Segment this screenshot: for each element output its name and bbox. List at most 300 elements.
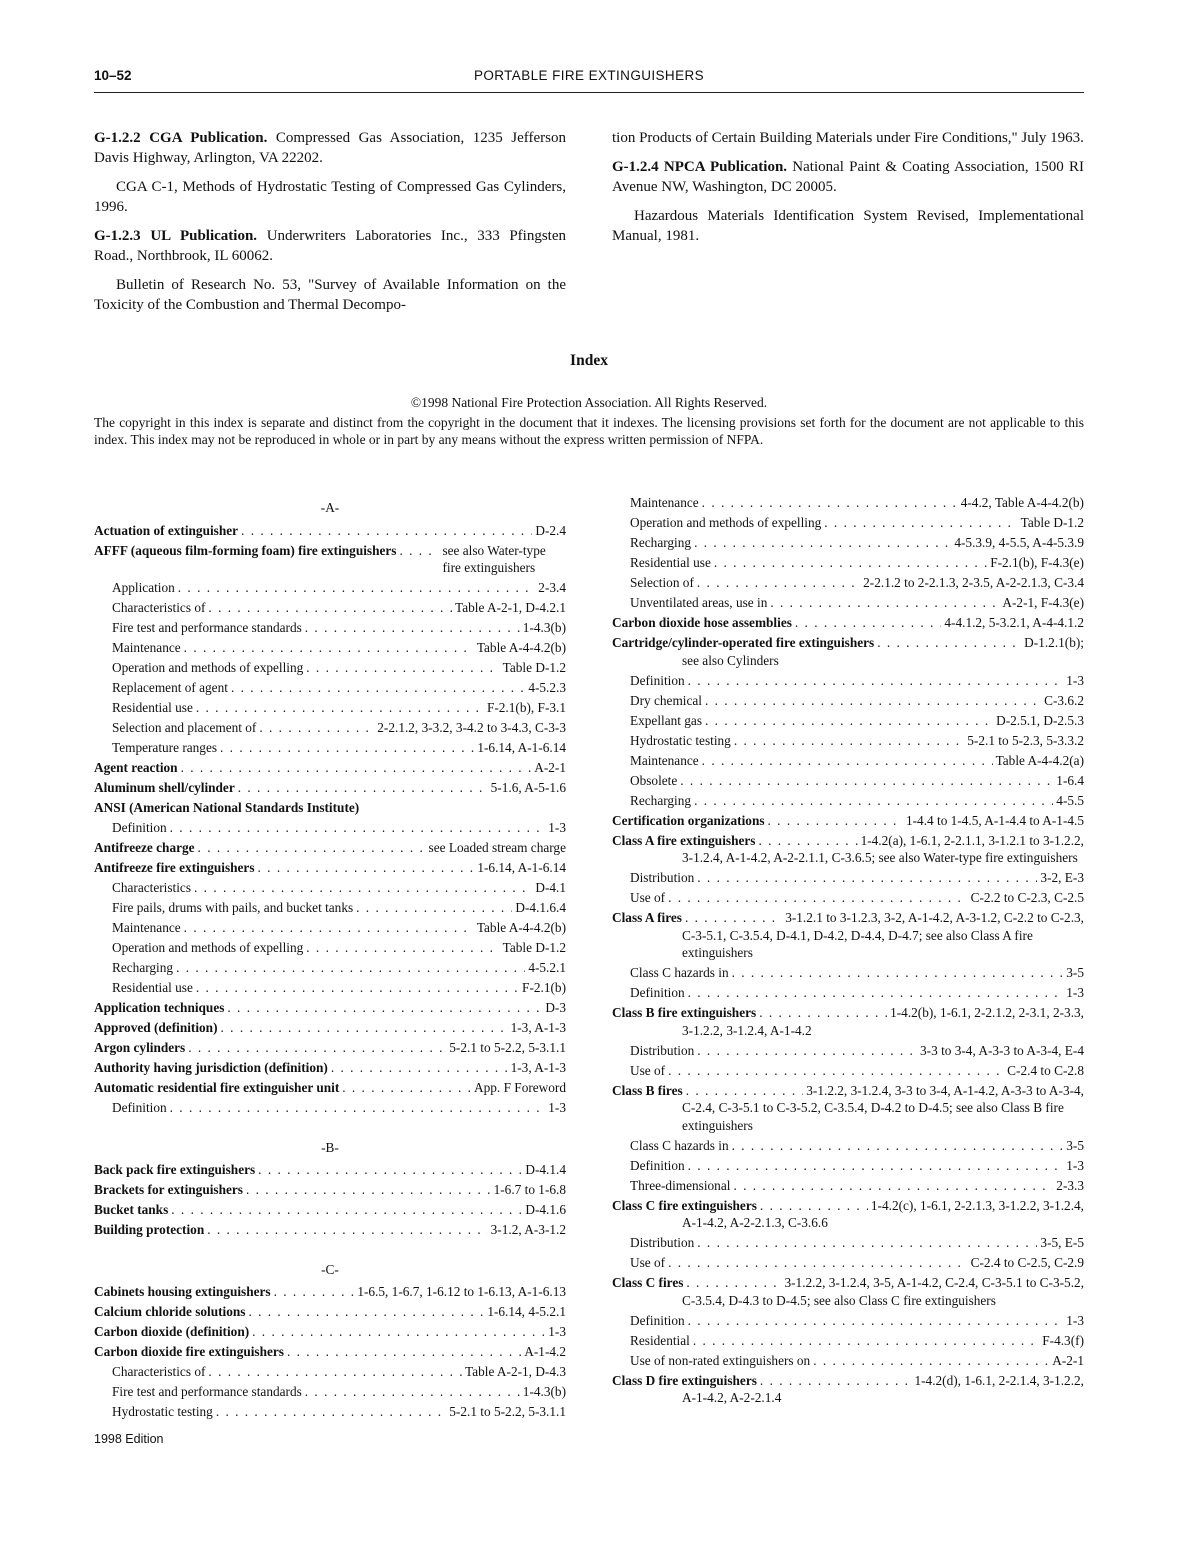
index-reference: 5-2.1 to 5-2.3, 5-3.3.2 (967, 732, 1084, 748)
index-entry (94, 1039, 566, 1057)
index-entry (94, 1161, 566, 1179)
dot-leader (680, 772, 1053, 790)
index-term: Fire pails, drums with pails, and bucket tanks (112, 900, 354, 915)
ref-g-1-2-2-item: CGA C-1, Methods of Hydrostatic Testing of Compressed Gas Cylinders, 1996. (94, 179, 566, 215)
dot-leader (697, 1234, 1037, 1252)
index-term: Cabinets housing extinguishers (94, 1284, 271, 1299)
index-term: Maintenance (112, 640, 181, 655)
index-term: Antifreeze charge (94, 840, 195, 855)
dot-leader (705, 712, 993, 730)
index-reference: 3-1.2.1 to 3-1.2.3, 3-2, A-1-4.2, A-3-1.2, C-2.2 to C-2.3, (785, 910, 1084, 925)
dot-leader (697, 1042, 917, 1060)
index-term: Hydrostatic testing (630, 732, 731, 748)
index-reference: 1-6.4 (1056, 772, 1084, 788)
index-reference: C-2.4 to C-2.8 (1007, 1062, 1084, 1078)
index-reference: 3-5, E-5 (1040, 1235, 1084, 1250)
index-term: Operation and methods of expelling (630, 515, 822, 530)
ref-g-1-2-4-text: National Paint & Coating Association, 1500 RI Avenue NW, Washington, DC 20005. (612, 159, 1085, 195)
index-reference: D-4.1 (535, 880, 566, 895)
section-heading-a: -A- (320, 500, 340, 515)
dot-leader (258, 1161, 522, 1179)
index-entry (612, 514, 1084, 532)
dot-leader (194, 879, 532, 897)
index-reference: 4-5.2.1 (528, 960, 566, 975)
index-reference: 1-3 (1066, 985, 1084, 1000)
index-term: Recharging (630, 535, 692, 550)
index-term: Maintenance (630, 752, 699, 768)
index-entry (612, 1274, 1084, 1309)
index-reference: Table D-1.2 (502, 940, 566, 955)
dot-leader (231, 679, 525, 697)
ref-g-1-2-3-number: G-1.2.3 (94, 228, 141, 244)
dot-leader (714, 554, 987, 572)
index-term: Expellant gas (630, 712, 703, 728)
index-entry (612, 1197, 1084, 1232)
index-reference: 1-4.2(b), 1-6.1, 2-2.1.2, 2-3.1, 2-3.3, (890, 1005, 1084, 1020)
index-term: Class B fire extinguishers (612, 1005, 757, 1020)
index-entry (94, 1323, 566, 1341)
index-reference: 1-3, A-1-3 (510, 1020, 566, 1035)
dot-leader (184, 919, 474, 937)
index-term: Carbon dioxide fire extinguishers (94, 1344, 284, 1359)
ref-g-1-2-2-number: G-1.2.2 (94, 130, 141, 146)
index-entry (94, 859, 566, 877)
index-entry (94, 659, 566, 677)
index-reference: 1-4.3(b) (522, 620, 566, 635)
dot-leader (178, 579, 536, 597)
index-term: Definition (630, 985, 685, 1000)
index-term: Class C fire extinguishers (612, 1197, 757, 1213)
index-term: Characteristics of (112, 600, 206, 615)
ref-g-1-2-2 (94, 128, 566, 168)
index-reference-continued: C-3.5.4, D-4.3 to D-4.5; see also Class C fire extinguishers (682, 1292, 996, 1308)
index-term: Class A fires (612, 910, 682, 925)
index-term: Use of (630, 890, 666, 905)
index-term: Dry chemical (630, 692, 702, 708)
index-reference: Table A-2-1, D-4.2.1 (455, 600, 566, 615)
index-entry (612, 672, 1084, 690)
index-reference: 5-1.6, A-5-1.6 (490, 780, 566, 795)
dot-leader (227, 999, 542, 1017)
dot-leader (188, 1039, 446, 1057)
dot-leader (759, 1004, 887, 1022)
dot-leader (208, 1363, 462, 1381)
index-term: Distribution (630, 1235, 695, 1250)
dot-leader (668, 889, 968, 907)
index-reference: C-2.2 to C-2.3, C-2.5 (970, 890, 1084, 905)
index-entry (612, 752, 1084, 770)
index-reference: 1-6.5, 1-6.7, 1-6.12 to 1-6.13, A-1-6.13 (357, 1284, 566, 1299)
dot-leader (702, 752, 993, 770)
index-entry (612, 964, 1084, 982)
running-title: PORTABLE FIRE EXTINGUISHERS (473, 68, 705, 83)
index-reference: A-2-1, F-4.3(e) (1002, 595, 1084, 610)
index-entry (94, 739, 566, 757)
dot-leader (356, 899, 512, 917)
dot-leader (241, 522, 532, 540)
dot-leader (305, 619, 520, 637)
index-term: Authority having jurisdiction (definition) (94, 1060, 328, 1075)
index-term: Class C hazards in (630, 965, 729, 980)
index-reference: D-1.2.1(b); (1024, 635, 1084, 650)
index-entry (612, 1177, 1084, 1195)
index-entry (612, 1082, 1084, 1135)
index-entry (612, 614, 1084, 632)
dot-leader (176, 959, 525, 977)
index-entry (612, 534, 1084, 552)
index-entry (612, 1332, 1084, 1350)
index-reference: D-2.4 (535, 522, 566, 538)
dot-leader (287, 1343, 521, 1361)
references-right-column (612, 128, 1084, 255)
index-reference: A-2-1 (534, 760, 566, 775)
index-term: Antifreeze fire extinguishers (94, 860, 255, 875)
index-term: Building protection (94, 1222, 205, 1237)
index-term: Argon cylinders (94, 1040, 186, 1055)
index-reference: D-3 (545, 1000, 566, 1015)
index-entries-c (94, 1283, 566, 1421)
index-entry (94, 1059, 566, 1077)
dot-leader (877, 634, 1021, 652)
index-reference: 3-1.2.2, 3-1.2.4, 3-3 to 3-4, A-1-4.2, A-3-3 to A-3-4, (806, 1082, 1084, 1098)
index-reference: 1-3, A-1-3 (510, 1060, 566, 1075)
ref-g-1-2-2-heading: CGA Publication. (149, 130, 268, 146)
index-entries-a (94, 522, 566, 1117)
ref-g-1-2-3-heading: UL Publication. (150, 228, 258, 244)
dot-leader (196, 699, 484, 717)
index-term: Automatic residential fire extinguisher unit (94, 1080, 340, 1095)
index-term: Fire test and performance standards (112, 1384, 302, 1399)
index-reference: 1-3 (548, 1324, 566, 1339)
index-term: Operation and methods of expelling (112, 660, 304, 675)
index-entry (612, 812, 1084, 830)
index-reference: F-2.1(b), F-3.1 (486, 700, 566, 715)
index-term: Definition (630, 1312, 685, 1328)
index-reference: App. F Foreword (474, 1080, 566, 1095)
index-reference: Table A-4-4.2(b) (476, 920, 566, 935)
dot-leader (208, 599, 452, 617)
index-term: Application techniques (94, 1000, 225, 1015)
dot-leader (248, 1303, 484, 1321)
ref-g-1-2-4-heading: NPCA Publication. (663, 159, 788, 175)
dot-leader (688, 672, 1064, 690)
index-term: Certification organizations (612, 812, 765, 828)
index-term: Recharging (112, 960, 174, 975)
index-reference: 4-5.2.3 (528, 680, 566, 695)
index-entry (94, 819, 566, 837)
index-reference: 1-3 (548, 820, 566, 835)
dot-leader (306, 659, 499, 677)
index-reference: 1-4.3(b) (522, 1384, 566, 1399)
index-reference: F-2.1(b), F-4.3(e) (990, 555, 1084, 570)
index-entry (612, 692, 1084, 710)
index-reference: Table A-2-1, D-4.3 (465, 1364, 566, 1379)
index-term: Definition (630, 1157, 685, 1173)
index-term: Back pack fire extinguishers (94, 1162, 256, 1177)
dot-leader (259, 719, 374, 737)
index-term: Use of (630, 1062, 666, 1078)
index-term: Class C fires (612, 1275, 684, 1290)
index-entry (94, 1099, 566, 1117)
index-reference: Table A-4-4.2(b) (476, 640, 566, 655)
index-reference: 4-5.5 (1056, 792, 1084, 808)
dot-leader (238, 779, 488, 797)
index-entry (612, 1234, 1084, 1252)
index-reference: 5-2.1 to 5-2.2, 5-3.1.1 (449, 1040, 566, 1055)
index-reference: see also Water-type fire extinguishers (442, 542, 546, 575)
dot-leader (668, 1254, 968, 1272)
index-reference-continued: C-2.4, C-3-5.1 to C-3-5.2, C-3.5.4, D-4.2 to D-4.5; see also Class B fire extinguishers (682, 1100, 1064, 1133)
index-entry (612, 1042, 1084, 1060)
index-reference: C-3.6.2 (1044, 692, 1084, 708)
ref-g-1-2-2-text: Compressed Gas Association, 1235 Jefferson Davis Highway, Arlington, VA 22202. (94, 130, 567, 166)
index-entry (94, 999, 566, 1017)
index-entry (94, 1283, 566, 1301)
index-term: Class A fire extinguishers (612, 832, 756, 848)
index-term: Class B fires (612, 1082, 683, 1098)
index-right-column (612, 494, 1084, 1409)
ref-g-1-2-4-number: G-1.2.4 (612, 159, 659, 175)
ref-g-1-2-4-item: Hazardous Materials Identification System Revised, Implementational Manual, 1981. (612, 208, 1084, 244)
index-term: Characteristics of (112, 1364, 206, 1379)
ref-g-1-2-4 (612, 157, 1084, 197)
dot-leader (688, 1157, 1064, 1175)
dot-leader (184, 639, 474, 657)
dot-leader (813, 1352, 1049, 1370)
dot-leader (732, 1137, 1064, 1155)
index-reference: A-2-1 (1052, 1352, 1084, 1368)
dot-leader (702, 494, 958, 512)
index-term: Calcium chloride solutions (94, 1304, 246, 1319)
index-entry (94, 959, 566, 977)
index-entry (94, 1181, 566, 1199)
index-reference: 2-3.4 (538, 580, 566, 595)
index-entry (94, 939, 566, 957)
index-entry (94, 1201, 566, 1219)
index-reference-continued: see also Cylinders (682, 652, 779, 668)
index-notice: The copyright in this index is separate and distinct from the copyright in the document that it indexes. The licensing provisions set forth for the document are not applicable to this index. This index may not be reproduced in whole or in part by any means without the express written permission of NFPA. (94, 415, 1084, 447)
dot-leader (258, 859, 475, 877)
dot-leader (697, 574, 860, 592)
dot-leader (198, 839, 426, 857)
dot-leader (306, 939, 499, 957)
dot-leader (760, 1372, 912, 1390)
index-entry (612, 889, 1084, 907)
dot-leader (686, 1082, 804, 1100)
index-reference: 2-2.1.2, 3-3.2, 3-4.2 to 3-4.3, C-3-3 (377, 720, 566, 735)
dot-leader (668, 1062, 1004, 1080)
index-entries-c-continued (612, 494, 1084, 1407)
index-term: Maintenance (112, 920, 181, 935)
dot-leader (693, 1332, 1039, 1350)
index-entry (94, 759, 566, 777)
index-reference: D-4.1.4 (525, 1162, 566, 1177)
index-term: Definition (112, 820, 167, 835)
dot-leader (768, 812, 903, 830)
index-term: ANSI (American National Standards Institute) (94, 800, 360, 815)
index-entry (94, 1383, 566, 1401)
index-entry (612, 494, 1084, 512)
dot-leader (305, 1383, 520, 1401)
dot-leader (770, 594, 999, 612)
index-reference: 1-6.14, 4-5.2.1 (487, 1304, 566, 1319)
index-reference: see Loaded stream charge (428, 840, 566, 855)
index-entry (612, 984, 1084, 1002)
dot-leader (170, 819, 546, 837)
index-reference: Table D-1.2 (502, 660, 566, 675)
index-term: Fire test and performance standards (112, 620, 302, 635)
index-entry (94, 1403, 566, 1421)
dot-leader (824, 514, 1017, 532)
index-reference: 3-1.2.2, 3-1.2.4, 3-5, A-1-4.2, C-2.4, C-3-5.1 to C-3-5.2, (784, 1275, 1084, 1290)
index-term: Residential use (112, 700, 193, 715)
index-entry (94, 799, 566, 817)
index-entry (612, 1004, 1084, 1039)
index-entry (612, 909, 1084, 962)
index-reference: 2-2.1.2 to 2-2.1.3, 2-3.5, A-2-2.1.3, C-3.4 (863, 575, 1084, 590)
index-reference: F-2.1(b) (522, 980, 566, 995)
index-reference: 1-4.4 to 1-4.5, A-1-4.4 to A-1-4.5 (905, 812, 1084, 828)
index-entry (612, 869, 1084, 887)
index-reference: F-4.3(f) (1042, 1332, 1084, 1348)
index-reference: 5-2.1 to 5-2.2, 5-3.1.1 (449, 1404, 566, 1419)
dot-leader (685, 909, 782, 927)
dot-leader (688, 984, 1064, 1002)
index-term: Residential use (112, 980, 193, 995)
index-reference: D-4.1.6.4 (515, 900, 566, 915)
index-left-column (94, 495, 566, 1423)
index-reference: 4-4.1.2, 5-3.2.1, A-4-4.1.2 (944, 615, 1084, 630)
index-entry (612, 594, 1084, 612)
index-entry (94, 579, 566, 597)
dot-leader (760, 1197, 868, 1215)
index-entry (612, 1157, 1084, 1175)
index-reference: 1-3 (548, 1100, 566, 1115)
dot-leader (207, 1221, 487, 1239)
index-term: Aluminum shell/cylinder (94, 780, 235, 795)
index-entry (94, 679, 566, 697)
index-term: Bucket tanks (94, 1202, 169, 1217)
index-term: Three-dimensional (630, 1177, 731, 1193)
index-entries-b (94, 1161, 566, 1239)
dot-leader (733, 1177, 1053, 1195)
index-reference: 1-3 (1066, 1157, 1084, 1173)
index-term: Agent reaction (94, 760, 178, 775)
index-reference: D-2.5.1, D-2.5.3 (996, 712, 1084, 728)
index-entry (94, 879, 566, 897)
index-reference-continued: 3-1.2.4, A-1-4.2, A-2-2.1.1, C-3.6.5; see also Water-type fire extinguishers (682, 850, 1078, 865)
index-term: Class D fire extinguishers (612, 1372, 757, 1388)
index-copyright: ©1998 National Fire Protection Association. All Rights Reserved. (410, 395, 768, 410)
index-reference: 1-4.2(a), 1-6.1, 2-2.1.1, 3-1.2.1 to 3-1.2.2, (860, 832, 1084, 848)
dot-leader (331, 1059, 508, 1077)
dot-leader (688, 1312, 1064, 1330)
index-entry (612, 732, 1084, 750)
index-entry (612, 772, 1084, 790)
index-entry (612, 712, 1084, 730)
dot-leader (196, 979, 519, 997)
index-reference: 3-3 to 3-4, A-3-3 to A-3-4, E-4 (920, 1042, 1084, 1058)
index-entry (612, 832, 1084, 867)
index-term: Application (112, 580, 175, 595)
index-entry (612, 634, 1084, 669)
index-reference: C-2.4 to C-2.5, C-2.9 (970, 1255, 1084, 1270)
index-term: Maintenance (630, 495, 699, 510)
index-term: Definition (112, 1100, 167, 1115)
index-entry (612, 1352, 1084, 1370)
index-reference: A-1-4.2 (524, 1344, 566, 1359)
index-term: Operation and methods of expelling (112, 940, 304, 955)
index-entry (94, 899, 566, 917)
dot-leader (399, 542, 439, 560)
dot-leader (274, 1283, 355, 1301)
dot-leader (694, 534, 951, 552)
index-entry (612, 1137, 1084, 1155)
index-reference: 4-5.3.9, 4-5.5, A-4-5.3.9 (954, 535, 1084, 550)
index-reference-continued: A-1-4.2, A-2-2.1.3, C-3.6.6 (682, 1215, 828, 1230)
index-entry (612, 574, 1084, 592)
index-term: Approved (definition) (94, 1020, 218, 1035)
index-term: Residential use (630, 555, 711, 570)
index-term: Unventilated areas, use in (630, 595, 768, 610)
index-term: Class C hazards in (630, 1137, 729, 1153)
index-term: Characteristics (112, 880, 192, 895)
index-reference: 1-3 (1066, 1312, 1084, 1328)
dot-leader (705, 692, 1041, 710)
dot-leader (694, 792, 1053, 810)
index-entry (94, 699, 566, 717)
dot-leader (795, 614, 941, 632)
index-entry (94, 979, 566, 997)
index-reference: 1-6.7 to 1-6.8 (493, 1182, 566, 1197)
index-term: Cartridge/cylinder-operated fire extinguishers (612, 635, 875, 650)
section-heading-c: -C- (321, 1261, 339, 1277)
index-reference-continued: 3-1.2.2, 3-1.2.4, A-1-4.2 (682, 1022, 812, 1038)
index-entry (94, 522, 566, 540)
index-reference: 2-3.3 (1056, 1177, 1084, 1193)
index-term: Carbon dioxide (definition) (94, 1324, 250, 1339)
dot-leader (686, 1274, 781, 1292)
index-reference: Table A-4-4.2(a) (995, 752, 1084, 768)
index-term: Definition (630, 672, 685, 688)
index-entry (94, 1079, 566, 1097)
index-entry (94, 779, 566, 797)
dot-leader (216, 1403, 446, 1421)
section-heading-b: -B- (321, 1139, 339, 1155)
ref-g-1-2-3-item: Bulletin of Research No. 53, "Survey of Available Information on the Toxicity of the Combustion and Thermal Decompo- (94, 277, 566, 313)
index-reference: 4-4.2, Table A-4-4.2(b) (960, 495, 1084, 510)
index-entry (94, 1343, 566, 1361)
index-term: Distribution (630, 1042, 695, 1058)
index-reference: 1-4.2(c), 1-6.1, 2-2.1.3, 3-1.2.2, 3-1.2.4, (870, 1197, 1084, 1213)
dot-leader (758, 832, 857, 850)
ref-g-1-2-3 (94, 226, 566, 266)
page-number: 10–52 (94, 68, 132, 83)
edition-footer: 1998 Edition (94, 1432, 164, 1446)
dot-leader (170, 1099, 546, 1117)
dot-leader (734, 732, 964, 750)
index-reference: 3-5 (1066, 1137, 1084, 1153)
index-entry (94, 1363, 566, 1381)
index-term: AFFF (aqueous film-forming foam) fire extinguishers (94, 542, 397, 558)
index-entry (94, 599, 566, 617)
index-entry (94, 1303, 566, 1321)
index-term: Recharging (630, 792, 692, 808)
dot-leader (171, 1201, 522, 1219)
index-term: Temperature ranges (112, 740, 218, 755)
ref-g-1-2-3-item-continued: tion Products of Certain Building Materials under Fire Conditions," July 1963. (612, 130, 1084, 146)
page-header (94, 66, 1084, 93)
